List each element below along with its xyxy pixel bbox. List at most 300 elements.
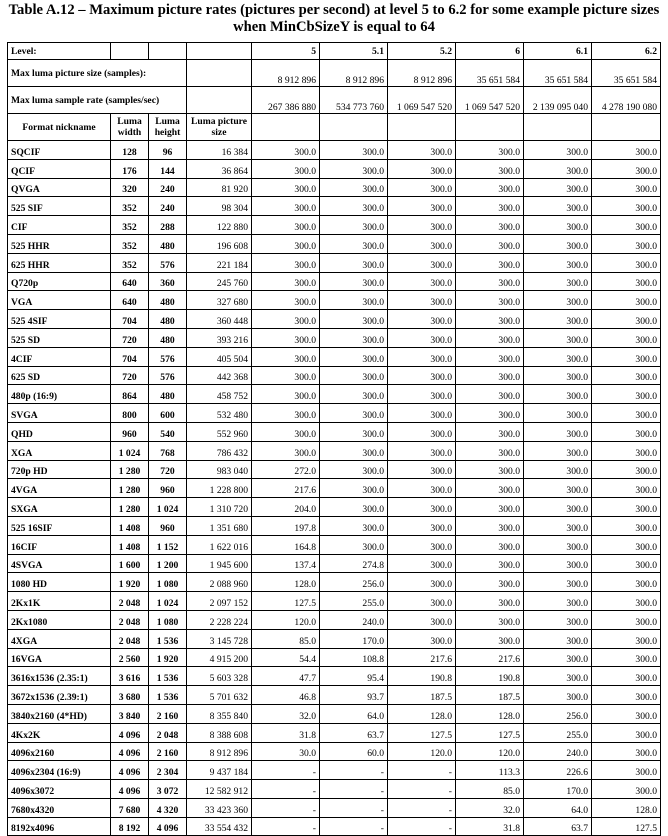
- picture-rate-cell: 128.0: [456, 704, 524, 723]
- table-row: [8, 253, 661, 272]
- picture-rate-cell: 120.0: [388, 742, 456, 761]
- picture-rate-cell: -: [320, 798, 388, 817]
- picture-rate-cell: 300.0: [592, 328, 661, 347]
- format-nickname-cell: 480p (16:9): [8, 385, 111, 404]
- picture-rate-cell: 300.0: [388, 197, 456, 216]
- picture-rate-cell: 300.0: [456, 178, 524, 197]
- table-row: [8, 422, 661, 441]
- luma-height-cell: 480: [149, 234, 187, 253]
- picture-rate-cell: 300.0: [592, 761, 661, 780]
- level-row: [8, 43, 661, 60]
- table-row: [8, 216, 661, 235]
- picture-rate-cell: 256.0: [524, 704, 592, 723]
- picture-rate-cell: 217.6: [456, 648, 524, 667]
- luma-height-cell: 480: [149, 385, 187, 404]
- picture-rate-cell: 300.0: [524, 159, 592, 178]
- luma-width-cell: 4 096: [111, 780, 149, 799]
- picture-rate-cell: 274.8: [320, 554, 388, 573]
- format-nickname-cell: 4Kx2K: [8, 723, 111, 742]
- picture-rate-cell: 300.0: [456, 310, 524, 329]
- picture-rate-cell: 32.0: [456, 798, 524, 817]
- picture-rate-cell: 300.0: [456, 385, 524, 404]
- table-row: [8, 610, 661, 629]
- format-nickname-cell: QVGA: [8, 178, 111, 197]
- picture-rate-cell: 31.8: [252, 723, 320, 742]
- table-row: [8, 742, 661, 761]
- picture-rate-cell: 300.0: [252, 272, 320, 291]
- format-nickname-cell: 4096x2160: [8, 742, 111, 761]
- luma-width-cell: 704: [111, 347, 149, 366]
- picture-rate-cell: 300.0: [592, 178, 661, 197]
- picture-rate-cell: 300.0: [592, 253, 661, 272]
- picture-rate-cell: -: [320, 761, 388, 780]
- picture-rate-cell: 300.0: [388, 310, 456, 329]
- picture-rate-cell: 300.0: [592, 479, 661, 498]
- luma-height-cell: 1 536: [149, 686, 187, 705]
- luma-picture-size-cell: 245 760: [187, 272, 252, 291]
- picture-rate-cell: 300.0: [456, 141, 524, 160]
- picture-rate-cell: 31.8: [456, 817, 524, 836]
- picture-rate-cell: 300.0: [592, 629, 661, 648]
- picture-rate-cell: 300.0: [524, 592, 592, 611]
- luma-height-cell: 1 200: [149, 554, 187, 573]
- level-value: 6.2: [592, 43, 661, 60]
- luma-width-cell: 3 680: [111, 686, 149, 705]
- picture-rate-cell: 300.0: [320, 498, 388, 517]
- format-nickname-cell: 625 SD: [8, 366, 111, 385]
- luma-height-cell: 480: [149, 328, 187, 347]
- picture-rate-cell: 85.0: [252, 629, 320, 648]
- luma-width-cell: 1 024: [111, 441, 149, 460]
- picture-rate-cell: 128.0: [592, 798, 661, 817]
- luma-height-cell: 1 536: [149, 629, 187, 648]
- picture-rate-cell: -: [252, 761, 320, 780]
- picture-rate-cell: 300.0: [320, 253, 388, 272]
- picture-rate-cell: 240.0: [320, 610, 388, 629]
- table-row: [8, 761, 661, 780]
- table-row: [8, 592, 661, 611]
- format-nickname-cell: 16VGA: [8, 648, 111, 667]
- picture-rate-cell: 300.0: [456, 366, 524, 385]
- picture-rate-cell: 300.0: [524, 479, 592, 498]
- level-value: 5.1: [320, 43, 388, 60]
- level-value: 6.1: [524, 43, 592, 60]
- luma-picture-size-cell: 36 864: [187, 159, 252, 178]
- picture-rate-cell: 300.0: [456, 479, 524, 498]
- luma-height-cell: 480: [149, 310, 187, 329]
- picture-rate-cell: 300.0: [320, 141, 388, 160]
- luma-width-cell: 704: [111, 310, 149, 329]
- picture-rate-cell: 300.0: [456, 216, 524, 235]
- picture-rate-cell: 108.8: [320, 648, 388, 667]
- picture-rate-cell: 300.0: [592, 648, 661, 667]
- luma-width-cell: 720: [111, 366, 149, 385]
- picture-rate-cell: 300.0: [388, 328, 456, 347]
- picture-rate-cell: 300.0: [320, 234, 388, 253]
- picture-rate-cell: 300.0: [524, 573, 592, 592]
- luma-picture-size-cell: 196 608: [187, 234, 252, 253]
- picture-rate-cell: 300.0: [388, 253, 456, 272]
- luma-height-cell: 768: [149, 441, 187, 460]
- picture-rate-cell: -: [320, 780, 388, 799]
- picture-rate-cell: 300.0: [388, 535, 456, 554]
- luma-width-cell: 1 280: [111, 479, 149, 498]
- format-nickname-cell: SXGA: [8, 498, 111, 517]
- picture-rate-cell: 300.0: [592, 159, 661, 178]
- format-nickname-cell: 3616x1536 (2.35:1): [8, 667, 111, 686]
- luma-height-cell: 960: [149, 479, 187, 498]
- picture-rate-cell: 300.0: [524, 234, 592, 253]
- picture-rate-cell: 300.0: [388, 159, 456, 178]
- table-row: [8, 498, 661, 517]
- table-row: [8, 366, 661, 385]
- luma-width-cell: 2 048: [111, 610, 149, 629]
- table-row: [8, 178, 661, 197]
- picture-rate-cell: 300.0: [456, 328, 524, 347]
- max-picture-size-value: 35 651 584: [524, 60, 592, 87]
- max-sample-rate-value: 4 278 190 080: [592, 87, 661, 114]
- format-nickname-cell: 525 4SIF: [8, 310, 111, 329]
- picture-rate-cell: 300.0: [388, 479, 456, 498]
- table-row: [8, 234, 661, 253]
- picture-rate-cell: 300.0: [320, 291, 388, 310]
- luma-picture-size-cell: 5 603 328: [187, 667, 252, 686]
- max-picture-size-value: 8 912 896: [388, 60, 456, 87]
- table-row: [8, 723, 661, 742]
- picture-rate-cell: 300.0: [252, 422, 320, 441]
- picture-rate-cell: 300.0: [388, 272, 456, 291]
- max-sample-rate-value: 1 069 547 520: [456, 87, 524, 114]
- luma-height-cell: 240: [149, 178, 187, 197]
- picture-rate-cell: 127.5: [252, 592, 320, 611]
- picture-rate-cell: 190.8: [456, 667, 524, 686]
- picture-rate-table: [7, 42, 661, 836]
- picture-rate-cell: 300.0: [320, 479, 388, 498]
- luma-height-cell: 576: [149, 366, 187, 385]
- picture-rate-cell: 197.8: [252, 516, 320, 535]
- picture-rate-cell: 300.0: [524, 610, 592, 629]
- table-row: [8, 780, 661, 799]
- picture-rate-cell: 300.0: [320, 216, 388, 235]
- table-row: [8, 197, 661, 216]
- picture-rate-cell: 300.0: [388, 554, 456, 573]
- luma-height-cell: 288: [149, 216, 187, 235]
- table-row: [8, 385, 661, 404]
- format-nickname-cell: 525 HHR: [8, 234, 111, 253]
- luma-picture-size-cell: 2 088 960: [187, 573, 252, 592]
- picture-rate-cell: 300.0: [388, 291, 456, 310]
- table-row: [8, 516, 661, 535]
- picture-rate-cell: 300.0: [388, 422, 456, 441]
- picture-rate-cell: -: [320, 817, 388, 836]
- picture-rate-cell: 128.0: [388, 704, 456, 723]
- picture-rate-cell: 300.0: [388, 629, 456, 648]
- luma-width-cell: 4 096: [111, 761, 149, 780]
- picture-rate-cell: 300.0: [252, 385, 320, 404]
- format-nickname-cell: 525 16SIF: [8, 516, 111, 535]
- luma-width-cell: 640: [111, 291, 149, 310]
- luma-height-cell: 720: [149, 460, 187, 479]
- picture-rate-cell: 300.0: [524, 253, 592, 272]
- picture-rate-cell: 300.0: [320, 422, 388, 441]
- picture-rate-cell: 300.0: [456, 554, 524, 573]
- luma-width-cell: 1 600: [111, 554, 149, 573]
- picture-rate-cell: 137.4: [252, 554, 320, 573]
- luma-width-cell: 176: [111, 159, 149, 178]
- picture-rate-cell: 300.0: [592, 686, 661, 705]
- luma-width-header: Luma width: [111, 114, 149, 141]
- format-nickname-cell: XGA: [8, 441, 111, 460]
- luma-height-cell: 1 536: [149, 667, 187, 686]
- luma-width-cell: 8 192: [111, 817, 149, 836]
- picture-rate-cell: 300.0: [456, 441, 524, 460]
- max-picture-size-row: [8, 60, 661, 87]
- format-nickname-cell: 1080 HD: [8, 573, 111, 592]
- picture-rate-cell: 300.0: [456, 592, 524, 611]
- luma-width-cell: 352: [111, 253, 149, 272]
- luma-height-cell: 600: [149, 404, 187, 423]
- picture-rate-cell: 300.0: [388, 385, 456, 404]
- level-value: 5.2: [388, 43, 456, 60]
- picture-rate-cell: 300.0: [456, 197, 524, 216]
- luma-height-cell: 2 048: [149, 723, 187, 742]
- max-picture-size-label: Max luma picture size (samples):: [8, 60, 187, 87]
- picture-rate-cell: 300.0: [320, 197, 388, 216]
- luma-height-cell: 1 080: [149, 573, 187, 592]
- picture-rate-cell: 127.5: [592, 817, 661, 836]
- picture-rate-cell: 300.0: [320, 178, 388, 197]
- table-row: [8, 573, 661, 592]
- luma-picture-size-cell: 393 216: [187, 328, 252, 347]
- format-nickname-header: Format nickname: [8, 114, 111, 141]
- picture-rate-cell: 300.0: [252, 404, 320, 423]
- luma-width-cell: 352: [111, 216, 149, 235]
- table-row: [8, 141, 661, 160]
- picture-rate-cell: 300.0: [524, 347, 592, 366]
- picture-rate-cell: 300.0: [388, 347, 456, 366]
- format-nickname-cell: 4XGA: [8, 629, 111, 648]
- table-row: [8, 404, 661, 423]
- table-row: [8, 648, 661, 667]
- picture-rate-cell: 300.0: [524, 197, 592, 216]
- picture-rate-cell: -: [388, 761, 456, 780]
- picture-rate-cell: 300.0: [524, 516, 592, 535]
- format-nickname-cell: SQCIF: [8, 141, 111, 160]
- level-label: Level:: [8, 43, 111, 60]
- luma-width-cell: 4 096: [111, 723, 149, 742]
- picture-rate-cell: 128.0: [252, 573, 320, 592]
- picture-rate-cell: 300.0: [592, 704, 661, 723]
- format-nickname-cell: 525 SIF: [8, 197, 111, 216]
- picture-rate-cell: 300.0: [456, 159, 524, 178]
- picture-rate-cell: 47.7: [252, 667, 320, 686]
- luma-picture-size-cell: 405 504: [187, 347, 252, 366]
- picture-rate-cell: 300.0: [524, 441, 592, 460]
- picture-rate-cell: 85.0: [456, 780, 524, 799]
- luma-width-cell: 2 560: [111, 648, 149, 667]
- luma-height-cell: 480: [149, 291, 187, 310]
- picture-rate-cell: 300.0: [524, 667, 592, 686]
- luma-width-cell: 1 408: [111, 516, 149, 535]
- picture-rate-cell: 300.0: [592, 197, 661, 216]
- picture-rate-cell: 95.4: [320, 667, 388, 686]
- luma-picture-size-cell: 1 310 720: [187, 498, 252, 517]
- luma-height-cell: 2 160: [149, 704, 187, 723]
- format-nickname-cell: 720p HD: [8, 460, 111, 479]
- luma-height-cell: 1 152: [149, 535, 187, 554]
- max-sample-rate-value: 2 139 095 040: [524, 87, 592, 114]
- picture-rate-cell: 300.0: [388, 178, 456, 197]
- picture-rate-cell: 300.0: [388, 366, 456, 385]
- luma-width-cell: 4 096: [111, 742, 149, 761]
- picture-rate-cell: 300.0: [456, 498, 524, 517]
- table-row: [8, 460, 661, 479]
- picture-rate-cell: 300.0: [456, 573, 524, 592]
- picture-rate-cell: 300.0: [388, 141, 456, 160]
- picture-rate-cell: 300.0: [252, 141, 320, 160]
- table-row: [8, 159, 661, 178]
- picture-rate-cell: 300.0: [320, 159, 388, 178]
- picture-rate-cell: 217.6: [252, 479, 320, 498]
- luma-picture-size-header: Luma picture size: [187, 114, 252, 141]
- luma-picture-size-cell: 3 145 728: [187, 629, 252, 648]
- format-nickname-cell: 8192x4096: [8, 817, 111, 836]
- caption-line-1: Table A.12 – Maximum picture rates (pictures per second) at level 5 to 6.2 for some example picture sizes: [8, 2, 660, 18]
- picture-rate-cell: 255.0: [320, 592, 388, 611]
- max-sample-rate-value: 534 773 760: [320, 87, 388, 114]
- luma-picture-size-cell: 1 622 016: [187, 535, 252, 554]
- picture-rate-cell: 300.0: [456, 234, 524, 253]
- luma-height-cell: 360: [149, 272, 187, 291]
- picture-rate-cell: 217.6: [388, 648, 456, 667]
- luma-height-cell: 4 320: [149, 798, 187, 817]
- table-row: [8, 479, 661, 498]
- picture-rate-cell: 272.0: [252, 460, 320, 479]
- picture-rate-cell: 300.0: [456, 404, 524, 423]
- picture-rate-cell: 300.0: [592, 291, 661, 310]
- picture-rate-cell: 300.0: [388, 404, 456, 423]
- picture-rate-cell: 300.0: [524, 216, 592, 235]
- picture-rate-cell: 300.0: [456, 535, 524, 554]
- picture-rate-cell: 300.0: [252, 253, 320, 272]
- luma-width-cell: 3 616: [111, 667, 149, 686]
- table-row: [8, 328, 661, 347]
- picture-rate-cell: 300.0: [592, 422, 661, 441]
- picture-rate-cell: 300.0: [524, 272, 592, 291]
- picture-rate-cell: 300.0: [592, 385, 661, 404]
- luma-height-cell: 1 024: [149, 592, 187, 611]
- picture-rate-cell: -: [388, 817, 456, 836]
- luma-width-cell: 800: [111, 404, 149, 423]
- picture-rate-cell: 300.0: [592, 366, 661, 385]
- picture-rate-cell: 300.0: [388, 592, 456, 611]
- picture-rate-cell: 300.0: [524, 178, 592, 197]
- table-row: [8, 798, 661, 817]
- picture-rate-cell: 120.0: [252, 610, 320, 629]
- picture-rate-cell: -: [252, 780, 320, 799]
- picture-rate-cell: -: [252, 817, 320, 836]
- caption-line-2: when MinCbSizeY is equal to 64: [233, 19, 435, 35]
- picture-rate-cell: 300.0: [456, 291, 524, 310]
- picture-rate-cell: 300.0: [524, 422, 592, 441]
- max-sample-rate-value: 1 069 547 520: [388, 87, 456, 114]
- luma-picture-size-cell: 8 912 896: [187, 742, 252, 761]
- luma-width-cell: 1 920: [111, 573, 149, 592]
- picture-rate-cell: 300.0: [252, 216, 320, 235]
- picture-rate-cell: 300.0: [524, 404, 592, 423]
- max-picture-size-value: 8 912 896: [252, 60, 320, 87]
- picture-rate-cell: 300.0: [592, 516, 661, 535]
- luma-width-cell: 320: [111, 178, 149, 197]
- format-nickname-cell: 4VGA: [8, 479, 111, 498]
- format-nickname-cell: SVGA: [8, 404, 111, 423]
- picture-rate-cell: 300.0: [456, 347, 524, 366]
- luma-picture-size-cell: 9 437 184: [187, 761, 252, 780]
- picture-rate-cell: 300.0: [252, 197, 320, 216]
- luma-picture-size-cell: 532 480: [187, 404, 252, 423]
- column-header-row: [8, 114, 661, 141]
- luma-height-cell: 1 920: [149, 648, 187, 667]
- picture-rate-cell: 300.0: [592, 573, 661, 592]
- picture-rate-cell: 300.0: [252, 310, 320, 329]
- picture-rate-cell: 46.8: [252, 686, 320, 705]
- picture-rate-cell: 300.0: [456, 610, 524, 629]
- picture-rate-cell: 300.0: [388, 460, 456, 479]
- format-nickname-cell: QCIF: [8, 159, 111, 178]
- table-row: [8, 667, 661, 686]
- luma-width-cell: 960: [111, 422, 149, 441]
- picture-rate-cell: 300.0: [524, 535, 592, 554]
- format-nickname-cell: 4SVGA: [8, 554, 111, 573]
- picture-rate-cell: 60.0: [320, 742, 388, 761]
- max-sample-rate-row: [8, 87, 661, 114]
- max-picture-size-value: 8 912 896: [320, 60, 388, 87]
- picture-rate-cell: 300.0: [388, 516, 456, 535]
- picture-rate-cell: 300.0: [592, 723, 661, 742]
- luma-picture-size-cell: 1 351 680: [187, 516, 252, 535]
- picture-rate-cell: 300.0: [524, 385, 592, 404]
- luma-height-cell: 1 024: [149, 498, 187, 517]
- luma-picture-size-cell: 2 097 152: [187, 592, 252, 611]
- luma-picture-size-cell: 98 304: [187, 197, 252, 216]
- format-nickname-cell: 625 HHR: [8, 253, 111, 272]
- picture-rate-cell: 300.0: [592, 498, 661, 517]
- luma-width-cell: 640: [111, 272, 149, 291]
- picture-rate-cell: 256.0: [320, 573, 388, 592]
- picture-rate-cell: 63.7: [524, 817, 592, 836]
- luma-picture-size-cell: 983 040: [187, 460, 252, 479]
- format-nickname-cell: 16CIF: [8, 535, 111, 554]
- luma-height-cell: 576: [149, 253, 187, 272]
- picture-rate-cell: 93.7: [320, 686, 388, 705]
- format-nickname-cell: 2Kx1080: [8, 610, 111, 629]
- picture-rate-cell: 63.7: [320, 723, 388, 742]
- picture-rate-cell: 300.0: [524, 310, 592, 329]
- luma-picture-size-cell: 552 960: [187, 422, 252, 441]
- luma-picture-size-cell: 8 388 608: [187, 723, 252, 742]
- picture-rate-cell: 127.5: [388, 723, 456, 742]
- format-nickname-cell: 4CIF: [8, 347, 111, 366]
- picture-rate-cell: 300.0: [592, 441, 661, 460]
- luma-picture-size-cell: 33 423 360: [187, 798, 252, 817]
- picture-rate-cell: 187.5: [456, 686, 524, 705]
- picture-rate-cell: 300.0: [592, 592, 661, 611]
- picture-rate-cell: 300.0: [524, 366, 592, 385]
- format-nickname-cell: 525 SD: [8, 328, 111, 347]
- luma-height-cell: 144: [149, 159, 187, 178]
- picture-rate-cell: 190.8: [388, 667, 456, 686]
- picture-rate-cell: 300.0: [592, 610, 661, 629]
